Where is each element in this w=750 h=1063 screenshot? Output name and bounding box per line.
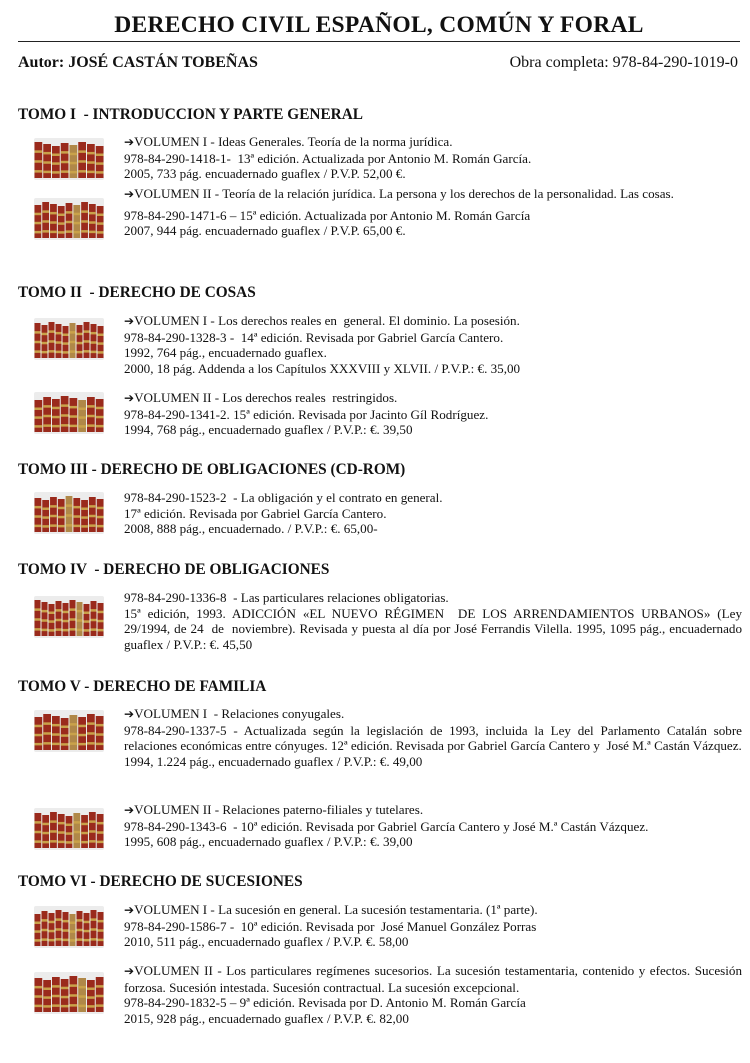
volume-title: ➔VOLUMEN I - La sucesión en general. La sucesión testamentaria. (1ª parte).	[124, 902, 538, 917]
volume-isbn-description: 978-84-290-1337-5 - Actualizada según la legislación de 1993, incluida la Ley del Parlamento Catalán sobre relaciones económicas entre cónyuges. 12ª edición. Revisada por Gabriel García Cantero y José M.ª Castán Vázquez.	[124, 722, 746, 754]
volume-isbn: 978-84-290-1328-3 - 14ª edición. Revisada por Gabriel García Cantero.	[124, 329, 504, 345]
volume-title: ➔VOLUMEN II - Los derechos reales restringidos.	[124, 390, 398, 405]
right-arrow-icon: ➔	[124, 707, 135, 721]
tomo-6-volume-1	[124, 902, 742, 950]
tomo-4-volume-1	[124, 590, 746, 652]
volume-title: ➔VOLUMEN II - Teoría de la relación jurídica. La persona y los derechos de la personalidad. Las cosas.	[124, 186, 674, 201]
book-image	[34, 392, 104, 434]
right-arrow-icon: ➔	[124, 903, 135, 917]
volume-details: 2015, 928 pág., encuadernado guaflex / P.V.P. €. 82,00	[124, 1010, 409, 1026]
volume-isbn-title: 978-84-290-1523-2 - La obligación y el contrato en general.	[124, 490, 443, 505]
volume-title: ➔VOLUMEN II - Relaciones paterno-filiales y tutelares.	[124, 802, 424, 817]
obra-completa-isbn: Obra completa: 978-84-290-1019-0	[509, 54, 738, 71]
book-image	[34, 972, 104, 1014]
tomo-2-heading: TOMO II - DERECHO DE COSAS	[18, 284, 256, 301]
right-arrow-icon: ➔	[124, 135, 135, 149]
tomo-3-heading: TOMO III - DERECHO DE OBLIGACIONES (CD-ROM)	[18, 461, 406, 478]
volume-isbn: 978-84-290-1418-1- 13ª edición. Actualizada por Antonio M. Román García.	[124, 150, 532, 166]
volume-description: 15ª edición, 1993. ADICCIÓN «EL NUEVO RÉGIMEN DE LOS ARRENDAMIENTOS URBANOS» (Ley 29/1994, de 24 de noviembre). Revisada y puesta al día por José Ferrandis Vilella. 1995, 1095 pág., encuadernado guaflex / P.V.P.: €. 45,50	[124, 605, 746, 652]
tomo-1-volume-1	[124, 134, 742, 182]
title-rule	[18, 41, 740, 42]
right-arrow-icon: ➔	[124, 187, 135, 201]
tomo-5-volume-1	[124, 706, 746, 769]
tomo-3-volume-1	[124, 490, 742, 537]
volume-details: 1994, 768 pág., encuadernado guaflex / P.V.P.: €. 39,50	[124, 422, 413, 438]
volume-isbn-title: 978-84-290-1336-8 - Las particulares relaciones obligatorias.	[124, 590, 449, 605]
tomo-5-volume-2	[124, 802, 742, 850]
volume-isbn: 978-84-290-1343-6 - 10ª edición. Revisada por Gabriel García Cantero y José M.ª Castán Vázquez.	[124, 818, 649, 834]
book-image	[34, 138, 104, 180]
volume-isbn: 978-84-290-1341-2. 15ª edición. Revisada por Jacinto Gíl Rodríguez.	[124, 406, 489, 422]
volume-details: 2005, 733 pág. encuadernado guaflex / P.V.P. 52,00 €.	[124, 166, 406, 182]
book-image	[34, 906, 104, 948]
tomo-2-volume-2	[124, 390, 742, 438]
right-arrow-icon: ➔	[124, 314, 135, 328]
book-image	[34, 198, 104, 240]
volume-isbn: 978-84-290-1832-5 – 9ª edición. Revisada por D. Antonio M. Román García	[124, 995, 526, 1011]
volume-details: 2007, 944 pág. encuadernado guaflex / P.V.P. 65,00 €.	[124, 223, 406, 239]
volume-title: ➔VOLUMEN I - Los derechos reales en general. El dominio. La posesión.	[124, 313, 520, 328]
volume-title: ➔VOLUMEN II - Los particulares regímenes sucesorios. La sucesión testamentaria, contenido y efectos. Sucesión forzosa. Sucesión intestada. Sucesión contractual. La sucesión excepcional.	[124, 963, 746, 995]
tomo-4-heading: TOMO IV - DERECHO DE OBLIGACIONES	[18, 561, 330, 578]
book-image	[34, 808, 104, 850]
book-image	[34, 710, 104, 752]
author-label: Autor: JOSÉ CASTÁN TOBEÑAS	[18, 54, 258, 71]
volume-details: 2010, 511 pág., encuadernado guaflex / P.V.P. €. 58,00	[124, 934, 409, 950]
book-image	[34, 492, 104, 534]
volume-title: ➔VOLUMEN I - Ideas Generales. Teoría de la norma jurídica.	[124, 134, 453, 149]
tomo-1-heading: TOMO I - INTRODUCCION Y PARTE GENERAL	[18, 106, 363, 123]
volume-title: ➔VOLUMEN I - Relaciones conyugales.	[124, 706, 345, 721]
volume-isbn: 978-84-290-1586-7 - 10ª edición. Revisada por José Manuel González Porras	[124, 918, 537, 934]
volume-details: 2008, 888 pág., encuadernado. / P.V.P.: €. 65,00-	[124, 521, 378, 537]
volume-isbn: 978-84-290-1471-6 – 15ª edición. Actualizada por Antonio M. Román García	[124, 207, 531, 223]
right-arrow-icon: ➔	[124, 391, 135, 405]
volume-edition: 17ª edición. Revisada por Gabriel García Cantero.	[124, 505, 387, 521]
book-image	[34, 318, 104, 360]
right-arrow-icon: ➔	[124, 803, 135, 817]
volume-details: 1995, 608 pág., encuadernado guaflex / P.V.P.: €. 39,00	[124, 834, 413, 850]
page-title: DERECHO CIVIL ESPAÑOL, COMÚN Y FORAL	[114, 12, 644, 38]
tomo-6-volume-2	[124, 963, 746, 1026]
tomo-5-heading: TOMO V - DERECHO DE FAMILIA	[18, 678, 267, 695]
volume-details: 1992, 764 pág., encuadernado guaflex.	[124, 345, 327, 361]
tomo-6-heading: TOMO VI - DERECHO DE SUCESIONES	[18, 873, 303, 890]
volume-addenda: 2000, 18 pág. Addenda a los Capítulos XXXVIII y XLVII. / P.V.P.: €. 35,00	[124, 360, 521, 376]
tomo-2-volume-1	[124, 313, 742, 376]
book-image	[34, 596, 104, 638]
tomo-1-volume-2	[124, 186, 742, 239]
volume-details: 1994, 1.224 pág., encuadernado guaflex / P.V.P.: €. 49,00	[124, 753, 423, 769]
right-arrow-icon: ➔	[124, 964, 135, 978]
